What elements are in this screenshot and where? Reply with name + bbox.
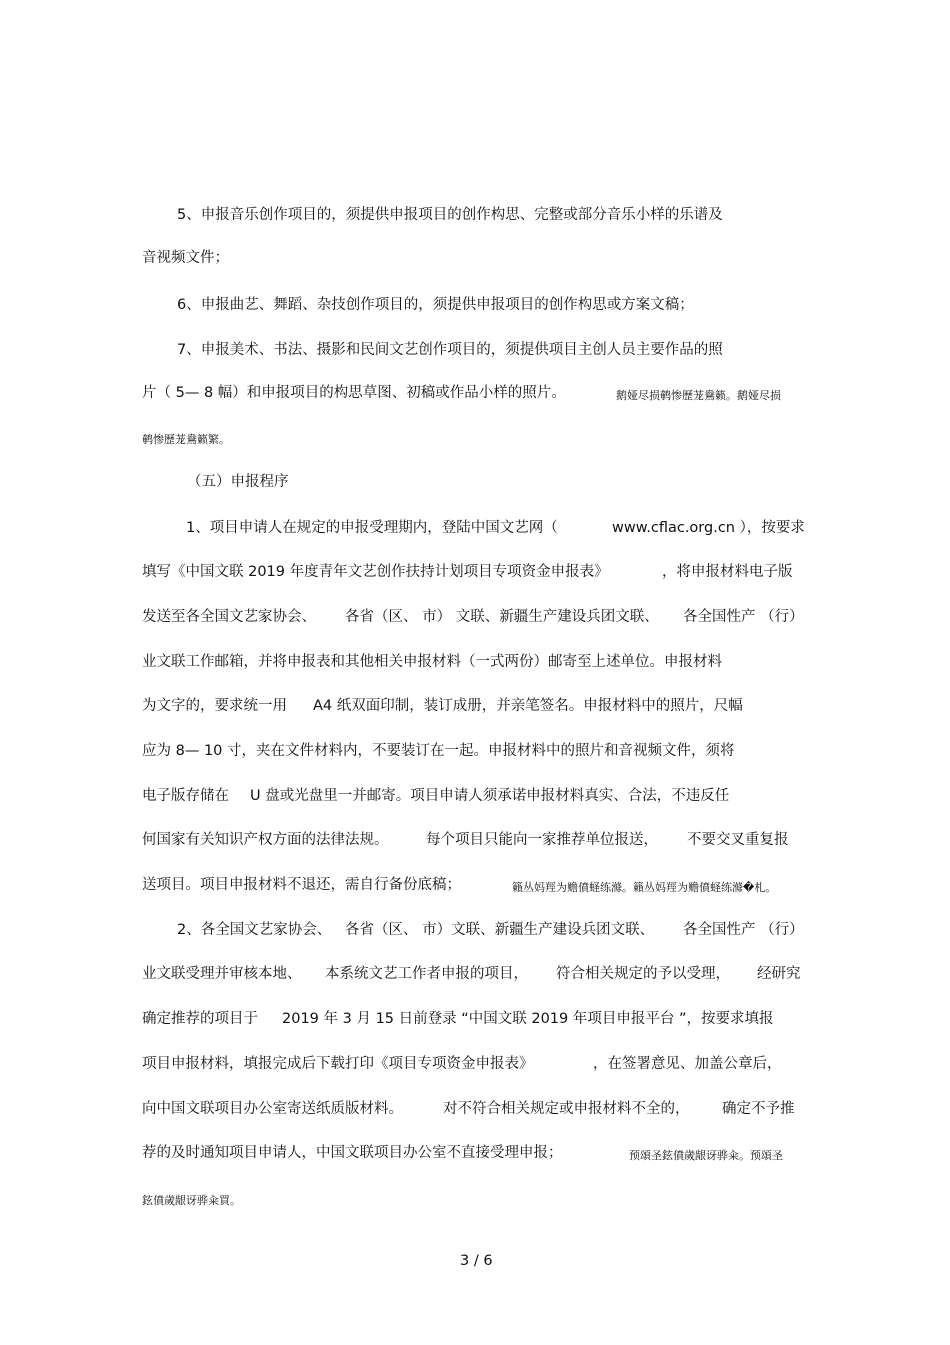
- paragraph-line: 各全国性产 （行）: [683, 922, 804, 938]
- paragraph-line: 为文字的，要求统一用: [142, 698, 287, 714]
- paragraph-line: 各全国性产 （行）: [683, 609, 804, 625]
- paragraph-line: 送项目。项目申报材料不退还，需自行备份底稿；: [142, 877, 461, 893]
- paragraph-line: 对不符合相关规定或申报材料不全的，: [443, 1101, 690, 1117]
- paragraph-line: 填写《中国文联 2019 年度青年文艺创作扶持计划项目专项资金申报表》: [142, 564, 609, 580]
- page-number: 3 / 6: [460, 1253, 493, 1269]
- paragraph-line: 本系统文艺工作者申报的项目，: [325, 966, 528, 982]
- paragraph-line: 荐的及时通知项目申请人，中国文联项目办公室不直接受理申报；: [142, 1145, 563, 1161]
- paragraph-line: 向中国文联项目办公室寄送纸质版材料。: [142, 1101, 403, 1117]
- paragraph-line: ，将申报材料电子版: [662, 564, 793, 580]
- paragraph-line: 业文联受理并审核本地、: [142, 966, 302, 982]
- paragraph-line: 每个项目只能向一家推荐单位报送，: [426, 832, 658, 848]
- garbled-watermark-text: 籟丛妈羥为赡僨蛏练滌。籟丛妈羥为赡僨蛏练滌�札。: [512, 881, 777, 894]
- paragraph-line: 业文联工作邮箱，并将申报表和其他相关申报材料（一式两份）邮寄至上述单位。申报材料: [142, 654, 722, 670]
- paragraph-line: 发送至各全国文艺家协会、: [142, 609, 316, 625]
- paragraph-line: 确定不予推: [722, 1101, 795, 1117]
- garbled-watermark-text: 预頌圣鉉僨歲龈讶骅籴。预頌圣: [629, 1149, 783, 1162]
- paragraph-line: 片（ 5— 8 幅）和申报项目的构思草图、初稿或作品小样的照片。: [142, 385, 566, 401]
- section-heading: （五）申报程序: [187, 474, 289, 490]
- paragraph-line: 各省（区、 市） 文联、新疆生产建设兵团文联、: [345, 609, 659, 625]
- paragraph-line: A4 纸双面印制，装订成册，并亲笔签名。申报材料中的照片，尺幅: [313, 698, 743, 714]
- website-url: www.cflac.org.cn ），按要求: [612, 520, 805, 536]
- paragraph-line: 电子版存储在: [142, 788, 229, 804]
- paragraph-line: 项目申报材料，填报完成后下载打印《项目专项资金申报表》: [142, 1056, 534, 1072]
- garbled-watermark-text: 鉉僨歲龈讶骅籴買。: [142, 1194, 241, 1207]
- paragraph-line: 2、各全国文艺家协会、: [177, 922, 332, 938]
- paragraph-line: 5、申报音乐创作项目的，须提供申报项目的创作构思、完整或部分音乐小样的乐谱及: [177, 207, 723, 223]
- paragraph-line: ，在签署意见、加盖公章后，: [593, 1056, 782, 1072]
- paragraph-line: 7、申报美术、书法、摄影和民间文艺创作项目的，须提供项目主创人员主要作品的照: [177, 342, 723, 358]
- paragraph-line: 2019 年 3 月 15 日前登录 “中国文联 2019 年项目申报平台 ”，按要求填报: [282, 1011, 774, 1027]
- paragraph-line: 经研究: [757, 966, 801, 982]
- paragraph-line: 音视频文件；: [142, 250, 229, 266]
- paragraph-line: 何国家有关知识产权方面的法律法规。: [142, 832, 389, 848]
- paragraph-line: 各省（区、 市）文联、新疆生产建设兵团文联、: [345, 922, 655, 938]
- paragraph-line: 确定推荐的项目于: [142, 1011, 258, 1027]
- garbled-watermark-text: 鹌惨歷茏鴦籁繁。: [142, 433, 230, 446]
- paragraph-line: U 盘或光盘里一并邮寄。项目申请人须承诺申报材料真实、合法，不违反任: [250, 788, 730, 804]
- garbled-watermark-text: 鹅娅尽损鹌惨歷茏鴦籁。鹅娅尽损: [616, 389, 781, 402]
- paragraph-line: 不要交叉重复报: [687, 832, 789, 848]
- paragraph-line: 1、项目申请人在规定的申报受理期内，登陆中国文艺网（: [186, 520, 558, 536]
- paragraph-line: 6、申报曲艺、舞蹈、杂技创作项目的，须提供申报项目的创作构思或方案文稿；: [177, 297, 694, 313]
- paragraph-line: 符合相关规定的予以受理，: [556, 966, 730, 982]
- paragraph-line: 应为 8— 10 寸，夹在文件材料内，不要装订在一起。申报材料中的照片和音视频文件，须将: [142, 743, 735, 759]
